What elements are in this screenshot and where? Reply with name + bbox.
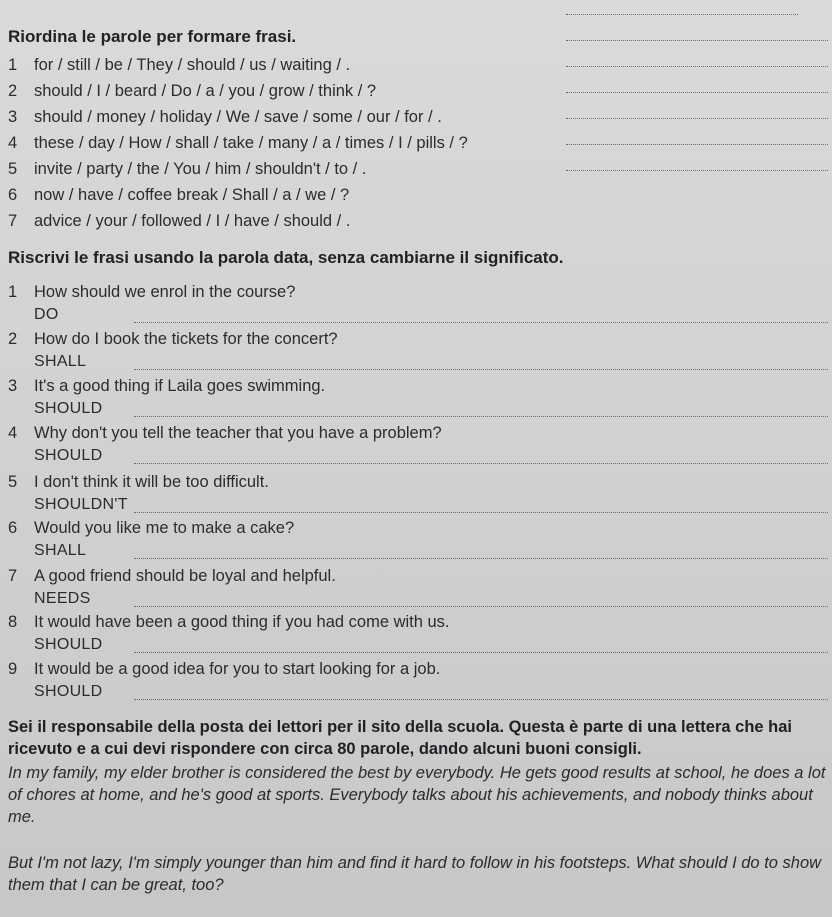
- rewrite-item: [8, 377, 325, 396]
- reorder-item: [8, 134, 468, 153]
- item-number: 7: [8, 212, 18, 230]
- answer-line: [134, 463, 828, 464]
- keyword: SHOULD: [34, 400, 103, 417]
- keyword: SHALL: [34, 353, 87, 370]
- rewrite-item: [8, 330, 338, 349]
- item-text: It would be a good idea for you to start looking for a job.: [34, 660, 441, 678]
- item-text: How should we enrol in the course?: [34, 283, 296, 301]
- writing-instructions: Sei il responsabile della posta dei lettori per il sito della scuola. Questa è parte di una lettera che hai ricevuto e a cui devi rispondere con circa 80 parole, dando alcuni buoni consigli.: [8, 718, 792, 758]
- reorder-item: [8, 56, 350, 75]
- item-number: 2: [8, 330, 18, 348]
- item-number: 1: [8, 56, 18, 74]
- item-text: now / have / coffee break / Shall / a / we / ?: [34, 186, 350, 204]
- keyword: NEEDS: [34, 590, 91, 607]
- rewrite-item: [8, 660, 440, 679]
- rewrite-item: [8, 424, 442, 443]
- answer-line: [566, 144, 828, 145]
- answer-line: [134, 512, 828, 513]
- answer-line: [566, 40, 828, 41]
- item-number: 5: [8, 160, 18, 178]
- reorder-item: [8, 108, 442, 127]
- item-text: advice / your / followed / I / have / should / .: [34, 212, 351, 230]
- item-number: 9: [8, 660, 18, 678]
- item-text: It would have been a good thing if you had come with us.: [34, 613, 450, 631]
- rewrite-item: [8, 283, 295, 302]
- item-number: 3: [8, 377, 18, 395]
- reorder-item: [8, 82, 376, 101]
- answer-line: [566, 66, 828, 67]
- answer-line: [134, 322, 828, 323]
- item-text: for / still / be / They / should / us / waiting / .: [34, 56, 351, 74]
- item-text: should / I / beard / Do / a / you / grow / think / ?: [34, 82, 377, 100]
- keyword: SHOULD: [34, 636, 103, 653]
- item-number: 3: [8, 108, 18, 126]
- item-number: 6: [8, 519, 18, 537]
- answer-line: [134, 369, 828, 370]
- item-number: 6: [8, 186, 18, 204]
- item-number: 5: [8, 473, 18, 491]
- item-text: Would you like me to make a cake?: [34, 519, 295, 537]
- keyword: SHOULD: [34, 683, 103, 700]
- item-number: 4: [8, 424, 18, 442]
- item-number: 2: [8, 82, 18, 100]
- keyword: SHOULDN'T: [34, 496, 128, 513]
- answer-line: [134, 652, 828, 653]
- item-number: 4: [8, 134, 18, 152]
- item-text: How do I book the tickets for the concert?: [34, 330, 338, 348]
- keyword: SHOULD: [34, 447, 103, 464]
- item-text: these / day / How / shall / take / many / a / times / I / pills / ?: [34, 134, 468, 152]
- item-number: 1: [8, 283, 18, 301]
- item-text: Why don't you tell the teacher that you have a problem?: [34, 424, 442, 442]
- reorder-item: [8, 160, 366, 179]
- answer-line: [566, 118, 828, 119]
- item-number: 7: [8, 567, 18, 585]
- item-text: A good friend should be loyal and helpful.: [34, 567, 336, 585]
- rewrite-item: [8, 473, 269, 492]
- rewrite-item: [8, 613, 450, 632]
- reorder-item: [8, 186, 349, 205]
- answer-line: [566, 92, 828, 93]
- keyword: SHALL: [34, 542, 87, 559]
- keyword: DO: [34, 306, 59, 323]
- item-text: I don't think it will be too difficult.: [34, 473, 269, 491]
- item-text: should / money / holiday / We / save / some / our / for / .: [34, 108, 442, 126]
- answer-line: [134, 416, 828, 417]
- answer-line: [134, 606, 828, 607]
- answer-line: [566, 170, 828, 171]
- section2-title: Riscrivi le frasi usando la parola data, senza cambiarne il significato.: [8, 248, 564, 267]
- letter-paragraph: But I'm not lazy, I'm simply younger than him and find it hard to follow in his footsteps. What should I do to show them that I can be great, too?: [8, 854, 822, 894]
- answer-line: [566, 14, 798, 15]
- letter-paragraph: In my family, my elder brother is considered the best by everybody. He gets good results at school, he does a lot of chores at home, and he's good at sports. Everybody talks about his achievements, and nobody thinks about me.: [8, 764, 826, 826]
- rewrite-item: [8, 519, 294, 538]
- answer-line: [134, 699, 828, 700]
- section1-title: Riordina le parole per formare frasi.: [8, 27, 297, 46]
- item-text: invite / party / the / You / him / shouldn't / to / .: [34, 160, 367, 178]
- rewrite-item: [8, 567, 336, 586]
- answer-line: [134, 558, 828, 559]
- item-text: It's a good thing if Laila goes swimming.: [34, 377, 326, 395]
- item-number: 8: [8, 613, 18, 631]
- reorder-item: [8, 212, 350, 231]
